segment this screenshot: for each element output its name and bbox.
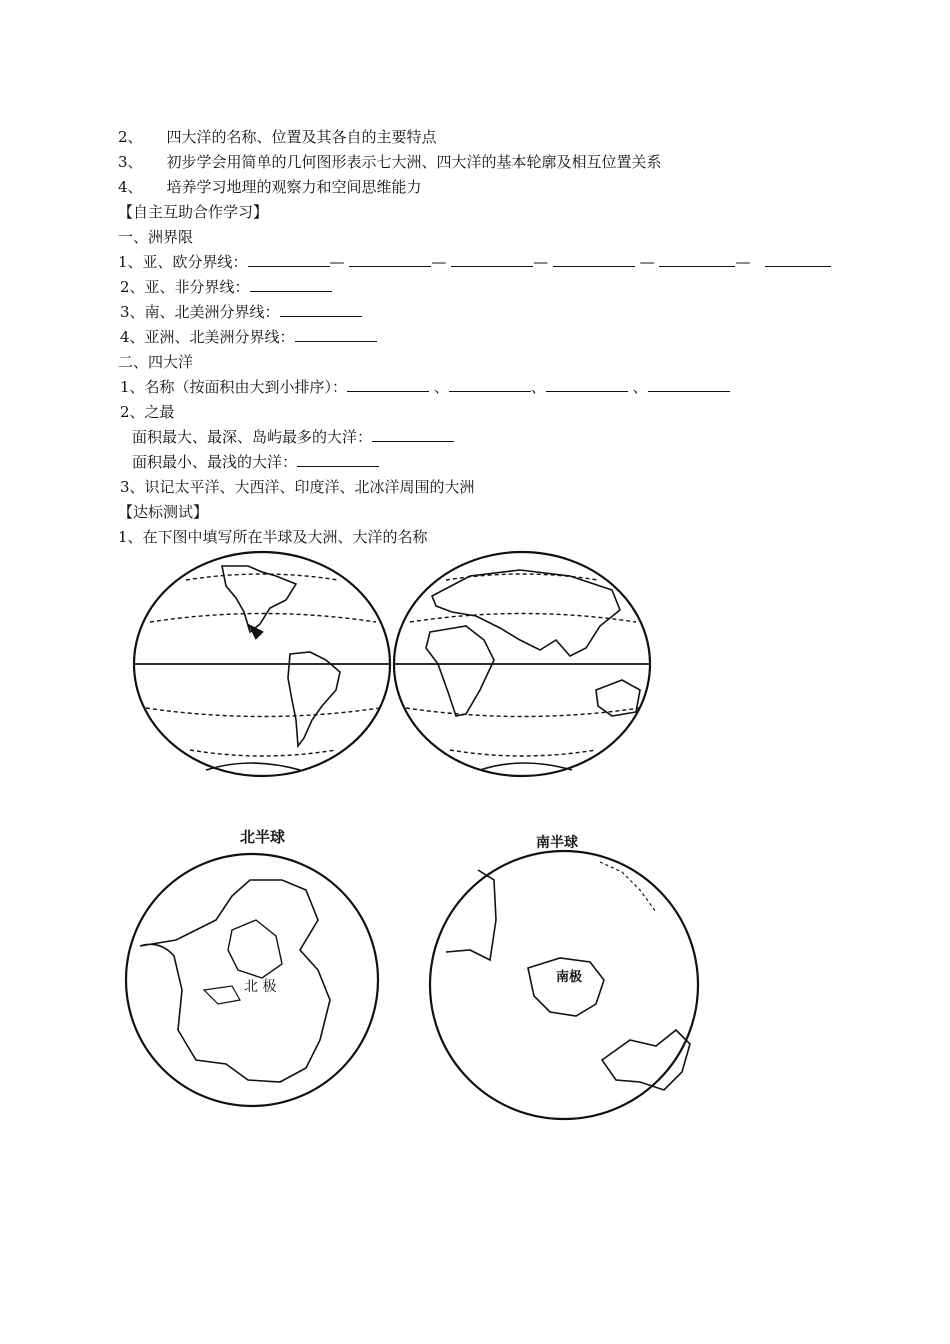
southern-hemisphere-map: [430, 851, 698, 1119]
part2-q2b-label: 面积最小、最浅的大洋：: [132, 453, 298, 471]
south-pole-label: 南极: [556, 970, 583, 985]
part1-q2-label: 2、亚、非分界线：: [120, 278, 250, 296]
dash: —: [329, 253, 345, 271]
western-hemisphere-map: [134, 552, 390, 776]
objective-4-number: 4、: [118, 178, 143, 196]
dash: —: [639, 253, 655, 271]
separator: 、: [433, 378, 449, 396]
part1-q1-label: 1、亚、欧分界线：: [118, 253, 248, 271]
part2-heading: 二、四大洋: [118, 353, 194, 371]
dash: —: [431, 253, 447, 271]
north-hemisphere-title: 北半球: [240, 828, 286, 846]
objective-3-number: 3、: [118, 153, 143, 171]
south-hemisphere-title: 南半球: [536, 835, 578, 851]
objective-2-text: 四大洋的名称、位置及其各自的主要特点: [166, 128, 437, 146]
separator: 、: [632, 378, 648, 396]
separator: 、: [530, 378, 546, 396]
section-self-study-heading: 【自主互助合作学习】: [118, 203, 269, 221]
objective-2-number: 2、: [118, 128, 143, 146]
part2-q1-label: 1、名称（按面积由大到小排序）：: [120, 378, 348, 396]
eastern-hemisphere-map: [394, 552, 650, 776]
dash: —: [533, 253, 549, 271]
part1-q3-label: 3、南、北美洲分界线：: [120, 303, 280, 321]
north-pole-label: 北 极: [244, 979, 277, 995]
part2-q2a-label: 面积最大、最深、岛屿最多的大洋：: [132, 428, 373, 446]
dash: —: [735, 253, 751, 271]
objective-4-text: 培养学习地理的观察力和空间思维能力: [166, 178, 422, 196]
part2-q2: 2、之最: [120, 403, 175, 421]
part1-heading: 一、洲界限: [118, 228, 194, 246]
section-test-heading: 【达标测试】: [118, 503, 209, 521]
part1-q4-label: 4、亚洲、北美洲分界线：: [120, 328, 295, 346]
objective-3-text: 初步学会用简单的几何图形表示七大洲、四大洋的基本轮廓及相互位置关系: [166, 153, 662, 171]
part2-q3: 3、识记太平洋、大西洋、印度洋、北冰洋周围的大洲: [120, 478, 475, 496]
test-q1: 1、在下图中填写所在半球及大洲、大洋的名称: [118, 528, 428, 546]
